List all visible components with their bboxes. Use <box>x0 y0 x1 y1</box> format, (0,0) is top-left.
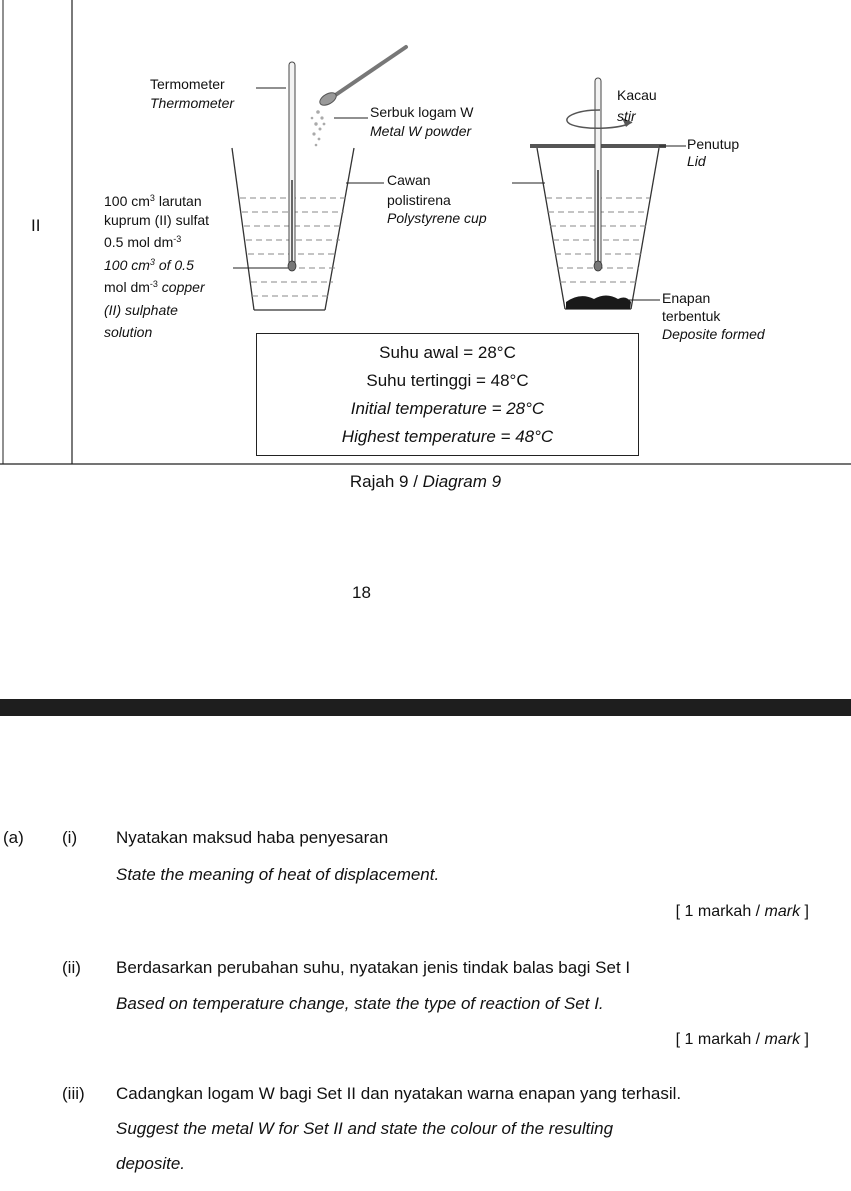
q1-number: (i) <box>62 828 78 847</box>
thermometer-label-ms: Termometer <box>150 76 225 92</box>
solution-label-en-3: (II) sulphate <box>104 302 178 318</box>
deposit-label-ms-1: Enapan <box>662 290 711 306</box>
part-label: (a) <box>3 828 24 847</box>
spatula <box>318 47 406 108</box>
cup-label-ms-2: polistirena <box>387 192 451 208</box>
left-thermometer <box>288 62 296 271</box>
q3-text-ms: Cadangkan logam W bagi Set II dan nyatakan warna enapan yang terhasil. <box>116 1084 682 1103</box>
metal-powder <box>311 110 326 146</box>
set-label: II <box>31 216 41 235</box>
q1-mark: [ 1 markah / mark ] <box>675 903 809 920</box>
temperature-box <box>256 333 639 456</box>
q3-text-en-1: Suggest the metal W for Set II and state the colour of the resulting <box>116 1119 614 1138</box>
stir-label-ms: Kacau <box>617 87 657 103</box>
right-thermometer <box>594 78 602 271</box>
q2-text-en: Based on temperature change, state the type of reaction of Set I. <box>116 994 604 1013</box>
left-leader-lines <box>233 88 384 268</box>
cup-label-ms-1: Cawan <box>387 172 431 188</box>
q2-mark: [ 1 markah / mark ] <box>675 1031 809 1048</box>
deposit-label-ms-2: terbentuk <box>662 308 721 324</box>
page-separator-band <box>0 699 851 716</box>
stir-label-en: stir <box>617 108 636 124</box>
powder-label-en: Metal W powder <box>370 123 472 139</box>
highest-temp-en: Highest temperature = 48°C <box>341 427 554 446</box>
q1-text-ms: Nyatakan maksud haba penyesaran <box>116 828 389 847</box>
q2-text-ms: Berdasarkan perubahan suhu, nyatakan jenis tindak balas bagi Set I <box>116 958 631 977</box>
q2-number: (ii) <box>62 958 81 977</box>
cup-label-en: Polystyrene cup <box>387 210 487 226</box>
solution-label-en-1: 100 $cm^3$ of 0.5 <box>104 257 194 273</box>
page-number: 18 <box>352 583 371 602</box>
solution-label-ms-1: 100 $cm^3$ larutan <box>104 193 202 209</box>
highest-temp-ms: Suhu tertinggi = 48°C <box>366 371 529 390</box>
lid-label-en: Lid <box>687 153 706 169</box>
thermometer-label-en: Thermometer <box>150 95 235 111</box>
solution-label-ms-3: 0.5 mol $dm^{-3}$ <box>104 234 182 250</box>
initial-temp-en: Initial temperature = 28°C <box>350 399 545 418</box>
q3-number: (iii) <box>62 1084 85 1103</box>
initial-temp-ms: Suhu awal = 28°C <box>379 343 516 362</box>
q1-text-en: State the meaning of heat of displacement. <box>116 865 440 884</box>
lid-label-ms: Penutup <box>687 136 740 152</box>
deposit <box>566 296 631 310</box>
solution-label-ms-2: kuprum (II) sulfat <box>104 212 210 228</box>
solution-label-en-2: mol $dm^{-3}$ copper <box>104 279 205 295</box>
solution-label-en-4: solution <box>104 324 153 340</box>
diagram-caption: Rajah 9 / Diagram 9 <box>349 472 502 491</box>
deposit-label-en: Deposite formed <box>662 326 765 342</box>
q3-text-en-2: deposite. <box>116 1154 185 1173</box>
powder-label-ms: Serbuk logam W <box>370 104 474 120</box>
